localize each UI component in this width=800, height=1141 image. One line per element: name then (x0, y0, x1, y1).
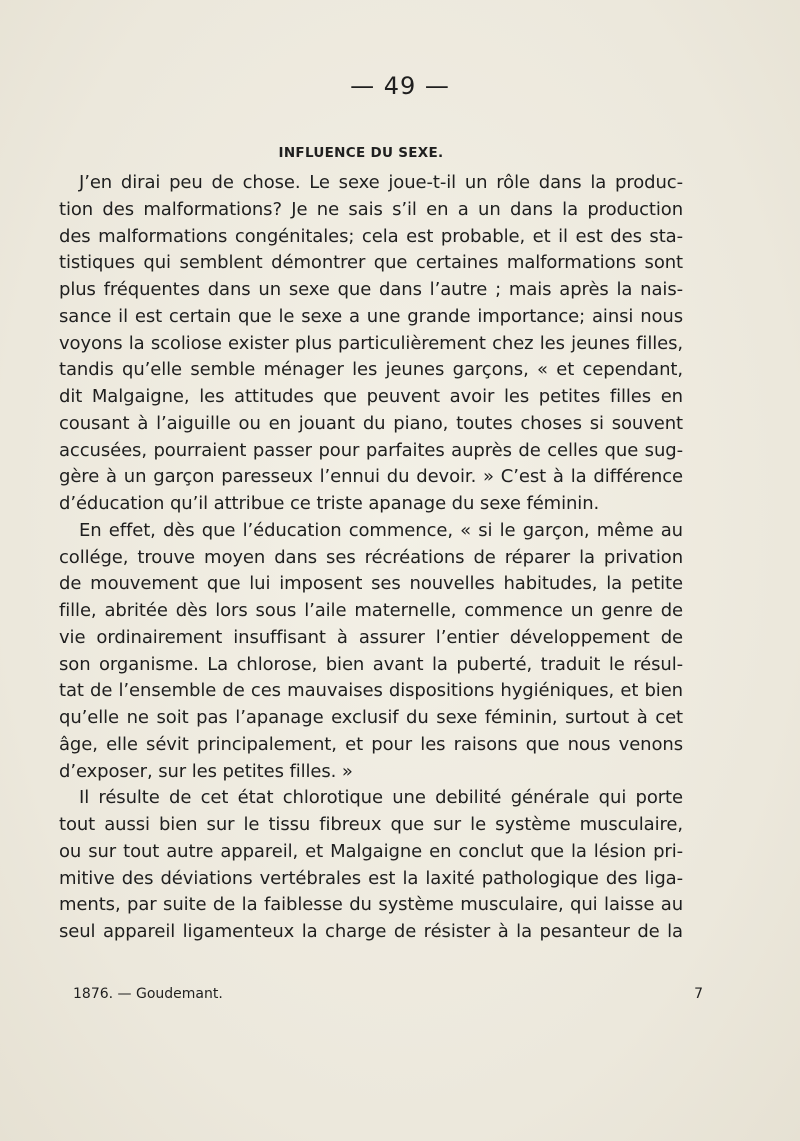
text-line: Il résulte de cet état chlorotique une debilité générale qui porte (79, 787, 683, 809)
text-line: En effet, dès que l’éducation commence, « si le garçon, même au (79, 519, 683, 541)
text-line: des malformations congénitales; cela est probable, et il est des sta- (59, 225, 683, 247)
text-line: seul appareil ligamenteux la charge de résister à la pesanteur de la (59, 921, 683, 942)
text-line: d’éducation qu’il attribue ce triste apanage du sexe féminin. (59, 493, 600, 514)
text-line: âge, elle sévit principalement, et pour les raisons que nous venons (59, 733, 683, 755)
text-line: son organisme. La chlorose, bien avant la puberté, traduit le résul- (59, 653, 683, 675)
text-line: dit Malgaigne, les attitudes que peuvent avoir les petites filles en (59, 386, 683, 407)
text-line: ou sur tout autre appareil, et Malgaigne en conclut que la lésion pri- (59, 840, 683, 862)
text-line: de mouvement que lui imposent ses nouvelles habitudes, la petite (59, 573, 683, 595)
text-line: mitive des déviations vertébrales est la laxité pathologique des liga- (59, 867, 683, 889)
text-line: gère à un garçon paresseux l’ennui du devoir. » C’est à la différence (59, 466, 683, 488)
text-line: d’exposer, sur les petites filles. » (59, 760, 353, 782)
text-line: tandis qu’elle semble ménager les jeunes garçons, « et cependant, (59, 359, 683, 381)
text-line: ments, par suite de la faiblesse du système musculaire, qui laisse au (59, 894, 683, 916)
text-line: qu’elle ne soit pas l’apanage exclusif du sexe féminin, surtout à cet (59, 707, 683, 728)
section-title: INFLUENCE DU SEXE. (278, 145, 444, 161)
footer-signature: 1876. — Goudemant. (73, 986, 223, 1002)
text-line: tout aussi bien sur le tissu fibreux que sur le système musculaire, (59, 814, 683, 835)
footer-sheet-number: 7 (694, 986, 703, 1002)
text-line: plus fréquentes dans un sexe que dans l’autre ; mais après la nais- (59, 279, 683, 300)
body-text (59, 170, 683, 946)
text-line: sance il est certain que le sexe a une grande importance; ainsi nous (59, 305, 683, 327)
text-line: tistiques qui semblent démontrer que certaines malformations sont (59, 252, 683, 274)
text-line: voyons la scoliose exister plus particulièrement chez les jeunes filles, (59, 332, 683, 354)
text-line: tat de l’ensemble de ces mauvaises dispositions hygiéniques, et bien (59, 680, 683, 702)
text-line: collége, trouve moyen dans ses récréations de réparer la privation (59, 546, 683, 568)
text-line: fille, abritée dès lors sous l’aile maternelle, commence un genre de (59, 600, 683, 621)
text-line: vie ordinairement insuffisant à assurer l’entier développement de (59, 626, 683, 648)
text-line: J’en dirai peu de chose. Le sexe joue-t-il un rôle dans la produc- (79, 172, 683, 193)
page-number: — 49 — (350, 72, 450, 100)
text-line: cousant à l’aiguille ou en jouant du piano, toutes choses si souvent (59, 412, 683, 434)
page-footer (73, 986, 703, 1006)
text-line: accusées, pourraient passer pour parfaites auprès de celles que sug- (59, 439, 683, 461)
text-line: tion des malformations? Je ne sais s’il en a un dans la production (59, 198, 683, 220)
